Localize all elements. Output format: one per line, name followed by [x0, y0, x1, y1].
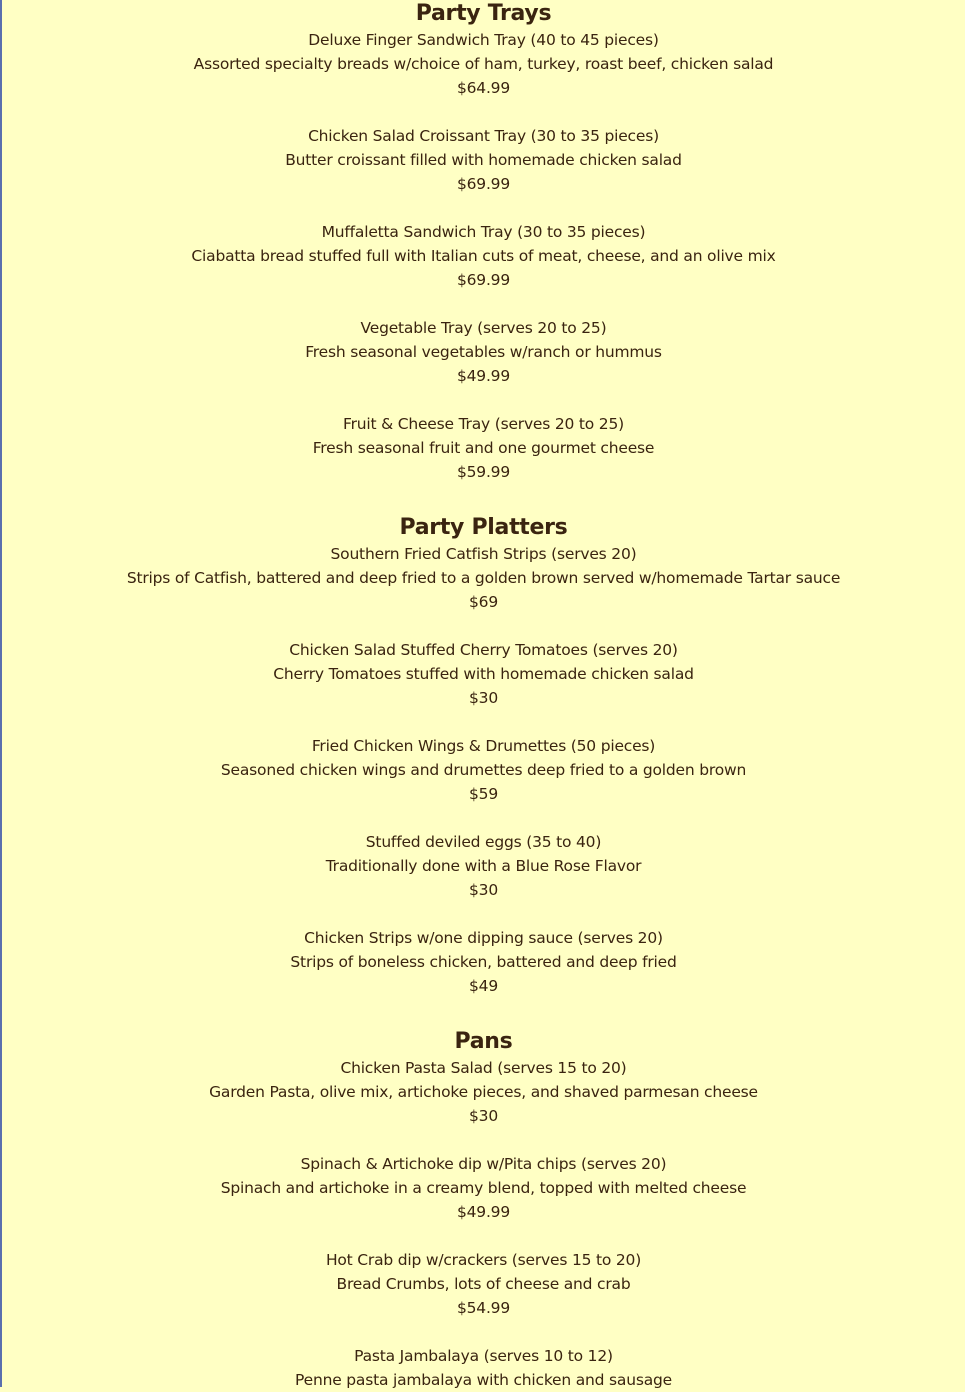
item-description: Penne pasta jambalaya with chicken and sausage [295, 1371, 672, 1389]
item-price: $69 [469, 593, 498, 611]
section-pans [2, 1028, 965, 1392]
item-price: $64.99 [456, 79, 511, 97]
item-name: Southern Fried Catfish Strips (serves 20) [330, 545, 637, 563]
item-name: Pasta Jambalaya (serves 10 to 12) [354, 1347, 613, 1365]
item-name: Muffaletta Sandwich Tray (30 to 35 pieces) [321, 223, 646, 241]
menu-item [2, 638, 965, 710]
item-description: Fresh seasonal vegetables w/ranch or hummus [305, 343, 662, 361]
item-name: Vegetable Tray (serves 20 to 25) [360, 319, 607, 337]
item-name: Chicken Salad Stuffed Cherry Tomatoes (serves 20) [289, 641, 678, 659]
menu-item [2, 1248, 965, 1320]
item-price: $59.99 [456, 463, 511, 481]
item-price: $54.99 [456, 1299, 511, 1317]
menu-item [2, 412, 965, 484]
item-description: Ciabatta bread stuffed full with Italian cuts of meat, cheese, and an olive mix [191, 247, 776, 265]
item-name: Hot Crab dip w/crackers (serves 15 to 20) [325, 1251, 642, 1269]
menu-item [2, 220, 965, 292]
item-name: Deluxe Finger Sandwich Tray (40 to 45 pieces) [308, 31, 659, 49]
menu-item [2, 830, 965, 902]
item-description: Seasoned chicken wings and drumettes deep fried to a golden brown [220, 761, 747, 779]
section-party-trays [2, 0, 965, 484]
menu-item [2, 1152, 965, 1224]
section-title: Pans [454, 1029, 513, 1054]
item-name: Spinach & Artichoke dip w/Pita chips (serves 20) [300, 1155, 667, 1173]
section-title: Party Platters [399, 515, 568, 540]
item-name: Stuffed deviled eggs (35 to 40) [365, 833, 602, 851]
item-price: $30 [469, 689, 498, 707]
item-description: Bread Crumbs, lots of cheese and crab [336, 1275, 631, 1293]
item-price: $49 [469, 977, 498, 995]
item-description: Strips of boneless chicken, battered and deep fried [290, 953, 677, 971]
item-price: $69.99 [456, 271, 511, 289]
menu-item [2, 734, 965, 806]
item-name: Chicken Pasta Salad (serves 15 to 20) [340, 1059, 627, 1077]
menu-item [2, 926, 965, 998]
item-name: Fruit & Cheese Tray (serves 20 to 25) [343, 415, 624, 433]
section-party-platters [2, 514, 965, 998]
menu-item [2, 1344, 965, 1392]
item-price: $49.99 [456, 367, 511, 385]
item-description: Garden Pasta, olive mix, artichoke pieces, and shaved parmesan cheese [209, 1083, 758, 1101]
item-description: Spinach and artichoke in a creamy blend, topped with melted cheese [220, 1179, 747, 1197]
item-description: Cherry Tomatoes stuffed with homemade chicken salad [273, 665, 694, 683]
item-name: Chicken Salad Croissant Tray (30 to 35 pieces) [308, 127, 659, 145]
item-description: Butter croissant filled with homemade chicken salad [285, 151, 682, 169]
item-description: Traditionally done with a Blue Rose Flavor [325, 857, 642, 875]
item-price: $69.99 [456, 175, 511, 193]
item-price: $49.99 [456, 1203, 511, 1221]
item-price: $30 [469, 1107, 498, 1125]
menu-item [2, 28, 965, 100]
item-price: $30 [469, 881, 498, 899]
item-name: Chicken Strips w/one dipping sauce (serves 20) [304, 929, 663, 947]
item-name: Fried Chicken Wings & Drumettes (50 pieces) [311, 737, 656, 755]
section-title: Party Trays [415, 1, 552, 26]
menu-item [2, 124, 965, 196]
menu-item [2, 1056, 965, 1128]
menu-item [2, 542, 965, 614]
menu-item [2, 316, 965, 388]
item-price: $59 [469, 785, 498, 803]
item-description: Fresh seasonal fruit and one gourmet cheese [312, 439, 655, 457]
item-description: Assorted specialty breads w/choice of ham, turkey, roast beef, chicken salad [193, 55, 774, 73]
item-description: Strips of Catfish, battered and deep fried to a golden brown served w/homemade Tartar sauce [126, 569, 841, 587]
